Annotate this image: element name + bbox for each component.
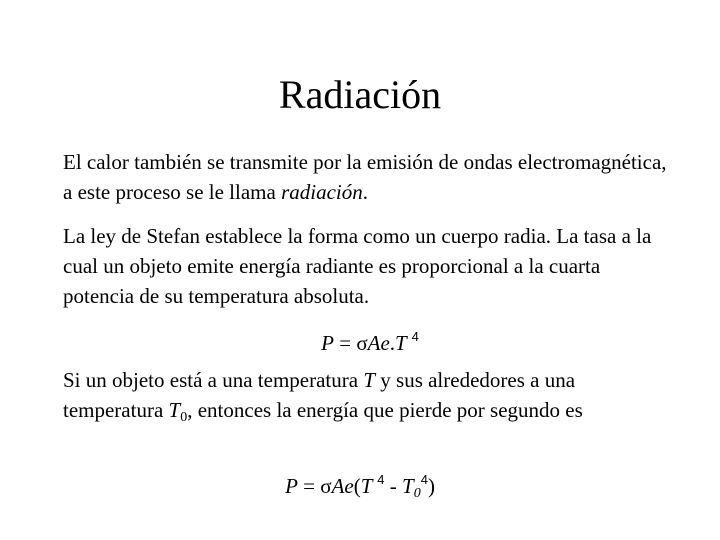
paragraph-text-3: , entonces la energía que pierde por segundo es	[187, 398, 583, 422]
formula-minus: -	[384, 474, 403, 498]
paragraph-stefan-law: La ley de Stefan establece la forma como un cuerpo radia. La tasa a la cual un objeto emite energía radiante es proporcional a la cuarta potencia de su temperatura absoluta.	[63, 224, 652, 308]
temperature-symbol: T	[363, 368, 376, 392]
formula-temperature: T	[395, 331, 412, 355]
paragraph-surroundings	[63, 365, 673, 433]
formula-sigma: σ	[320, 474, 332, 498]
formula-stefan	[10, 322, 720, 358]
paragraph-end: .	[362, 180, 368, 204]
formula-close-paren: )	[427, 474, 435, 498]
formula-equals: =	[333, 331, 357, 355]
formula-power-symbol: P	[321, 331, 334, 355]
formula-subscript-zero: 0	[413, 486, 421, 501]
paragraph-text-1: Si un objeto está a una temperatura	[63, 368, 364, 392]
emphasis-term: radiación	[281, 180, 363, 204]
formula-open-paren: (	[353, 474, 361, 498]
formula-exponent: 4	[411, 329, 419, 344]
formula-net-radiation	[0, 465, 720, 509]
formula-equals: =	[297, 474, 321, 498]
paragraph-text-2: y sus alrededores a una temperatura	[63, 368, 576, 422]
formula-ae: Ae	[367, 331, 390, 355]
paragraph-text: El calor también se transmite por la emisión de ondas electromagnética, a este proceso se le llama	[63, 150, 667, 204]
formula-sigma: σ	[356, 331, 368, 355]
formula-temperature: T	[360, 474, 378, 498]
formula-exponent-2: 4	[420, 472, 428, 487]
slide-title: Radiación	[278, 72, 442, 117]
temperature-surroundings-symbol: T	[168, 398, 181, 422]
formula-area: A	[331, 474, 345, 498]
formula-temperature-surroundings: T	[402, 474, 414, 498]
formula-exponent-1: 4	[377, 472, 385, 487]
subscript-zero: 0	[180, 410, 188, 425]
paragraph-radiation-definition	[63, 147, 673, 207]
formula-power-symbol: P	[285, 474, 298, 498]
formula-emissivity: e	[344, 474, 354, 498]
formula-dot: .	[389, 331, 396, 355]
